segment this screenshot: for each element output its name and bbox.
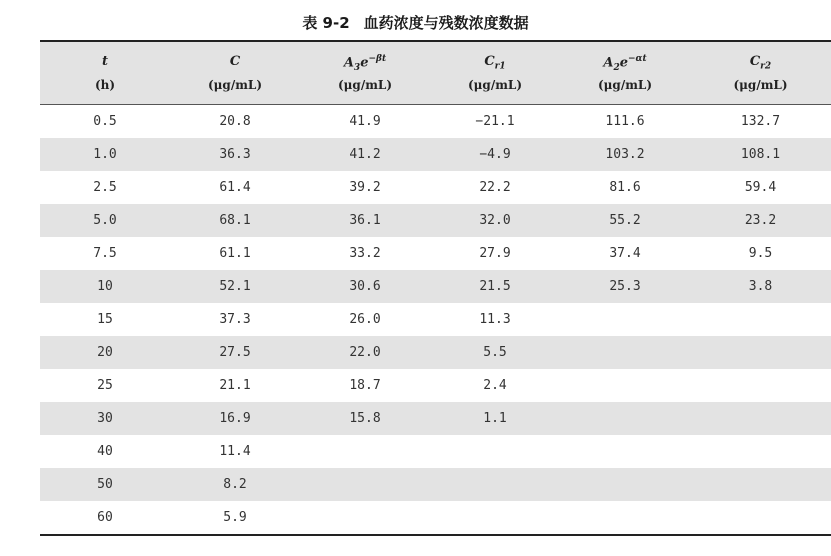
header-unit: (μg/mL): [467, 78, 523, 92]
table-cell: 111.6: [605, 114, 645, 129]
table-cell: 39.2: [349, 180, 381, 195]
table-cell: 26.0: [349, 312, 381, 327]
table-row: [40, 204, 831, 237]
table-cell: 36.1: [349, 213, 381, 228]
table-body: [40, 105, 831, 534]
table-cell: 36.3: [219, 147, 251, 162]
table-cell: 1.0: [93, 147, 117, 162]
table-row: [40, 468, 831, 501]
table-cell: 132.7: [740, 114, 781, 129]
header-unit: (μg/mL): [337, 78, 393, 92]
header-unit: (μg/mL): [597, 78, 653, 92]
table-cell: 11.3: [479, 312, 511, 327]
table-cell: 103.2: [605, 147, 645, 162]
table-cell: 3.8: [748, 279, 773, 294]
table-cell: 5.0: [93, 213, 117, 228]
table-cell: 11.4: [219, 444, 251, 459]
table-header: [40, 42, 831, 104]
table-cell: 15.8: [349, 411, 381, 426]
table-cell: 15: [97, 312, 113, 327]
table-row: [40, 369, 831, 402]
table-cell: 41.2: [349, 147, 381, 162]
table-cell: 41.9: [349, 114, 381, 129]
table-row: [40, 270, 831, 303]
header-symbol: $A_3e^{-\beta t}$: [343, 54, 387, 73]
table-cell: 61.4: [219, 180, 251, 195]
bottom-rule: [40, 534, 831, 536]
table-cell: 18.7: [349, 378, 381, 393]
table-row: [40, 171, 831, 204]
table-number: 表 9-2: [302, 14, 350, 32]
header-symbol: $A_2e^{-\alpha t}$: [603, 54, 647, 73]
table-row: [40, 138, 831, 171]
table-cell: 22.2: [479, 180, 511, 195]
header-c: [170, 42, 300, 104]
table-row: [40, 435, 831, 468]
header-cr2: [690, 42, 831, 104]
table-row: [40, 237, 831, 270]
table-cell: 9.5: [748, 246, 773, 261]
table-cell: 27.5: [219, 345, 251, 360]
table-cell: 61.1: [219, 246, 251, 261]
table-cell: 22.0: [349, 345, 381, 360]
table-cell: 33.2: [349, 246, 381, 261]
header-unit: (μg/mL): [207, 78, 263, 92]
table-cell: 30.6: [349, 279, 381, 294]
table-cell: 20: [97, 345, 113, 360]
table-row: [40, 336, 831, 369]
table-cell: 5.5: [483, 345, 507, 360]
header-symbol: $C_{r1}$: [484, 54, 506, 72]
table-row: [40, 105, 831, 138]
header-symbol: C: [229, 54, 241, 69]
table-cell: 16.9: [219, 411, 251, 426]
table-caption: [0, 12, 831, 33]
header-t: [40, 42, 170, 104]
table-cell: 21.1: [219, 378, 251, 393]
table-cell: −4.9: [479, 147, 511, 162]
table-cell: 1.1: [483, 411, 507, 426]
table-cell: 27.9: [479, 246, 511, 261]
table-cell: 37.4: [609, 246, 641, 261]
table-cell: 68.1: [219, 213, 251, 228]
data-table: [40, 40, 831, 536]
table-cell: 30: [97, 411, 113, 426]
table-cell: 21.5: [479, 279, 511, 294]
table-cell: 32.0: [479, 213, 511, 228]
table-cell: 20.8: [219, 114, 251, 129]
table-cell: −21.1: [475, 114, 515, 129]
header-a2-exp: [560, 42, 690, 104]
table-cell: 8.2: [223, 477, 247, 492]
table-cell: 52.1: [219, 279, 251, 294]
table-cell: 55.2: [609, 213, 641, 228]
table-cell: 2.5: [93, 180, 117, 195]
table-cell: 23.2: [744, 213, 777, 228]
header-symbol: $C_{r2}$: [749, 54, 772, 72]
header-cr1: [430, 42, 560, 104]
table-cell: 60: [97, 510, 113, 525]
header-unit: (μg/mL): [733, 78, 788, 92]
table-cell: 37.3: [219, 312, 251, 327]
header-symbol: t: [101, 54, 108, 69]
table-cell: 59.4: [744, 180, 777, 195]
table-cell: 7.5: [93, 246, 117, 261]
table-cell: 10: [97, 279, 113, 294]
table-cell: 0.5: [93, 114, 117, 129]
table-cell: 81.6: [609, 180, 641, 195]
table-row: [40, 402, 831, 435]
table-cell: 25: [97, 378, 113, 393]
table-cell: 2.4: [483, 378, 507, 393]
table-cell: 25.3: [609, 279, 641, 294]
table-row: [40, 303, 831, 336]
header-a3-exp: [300, 42, 430, 104]
table-cell: 40: [97, 444, 113, 459]
table-title: 血药浓度与残数浓度数据: [363, 14, 529, 32]
table-cell: 5.9: [223, 510, 247, 525]
header-unit: (h): [94, 78, 116, 92]
table-row: [40, 501, 831, 534]
table-cell: 50: [97, 477, 113, 492]
table-cell: 108.1: [740, 147, 781, 162]
